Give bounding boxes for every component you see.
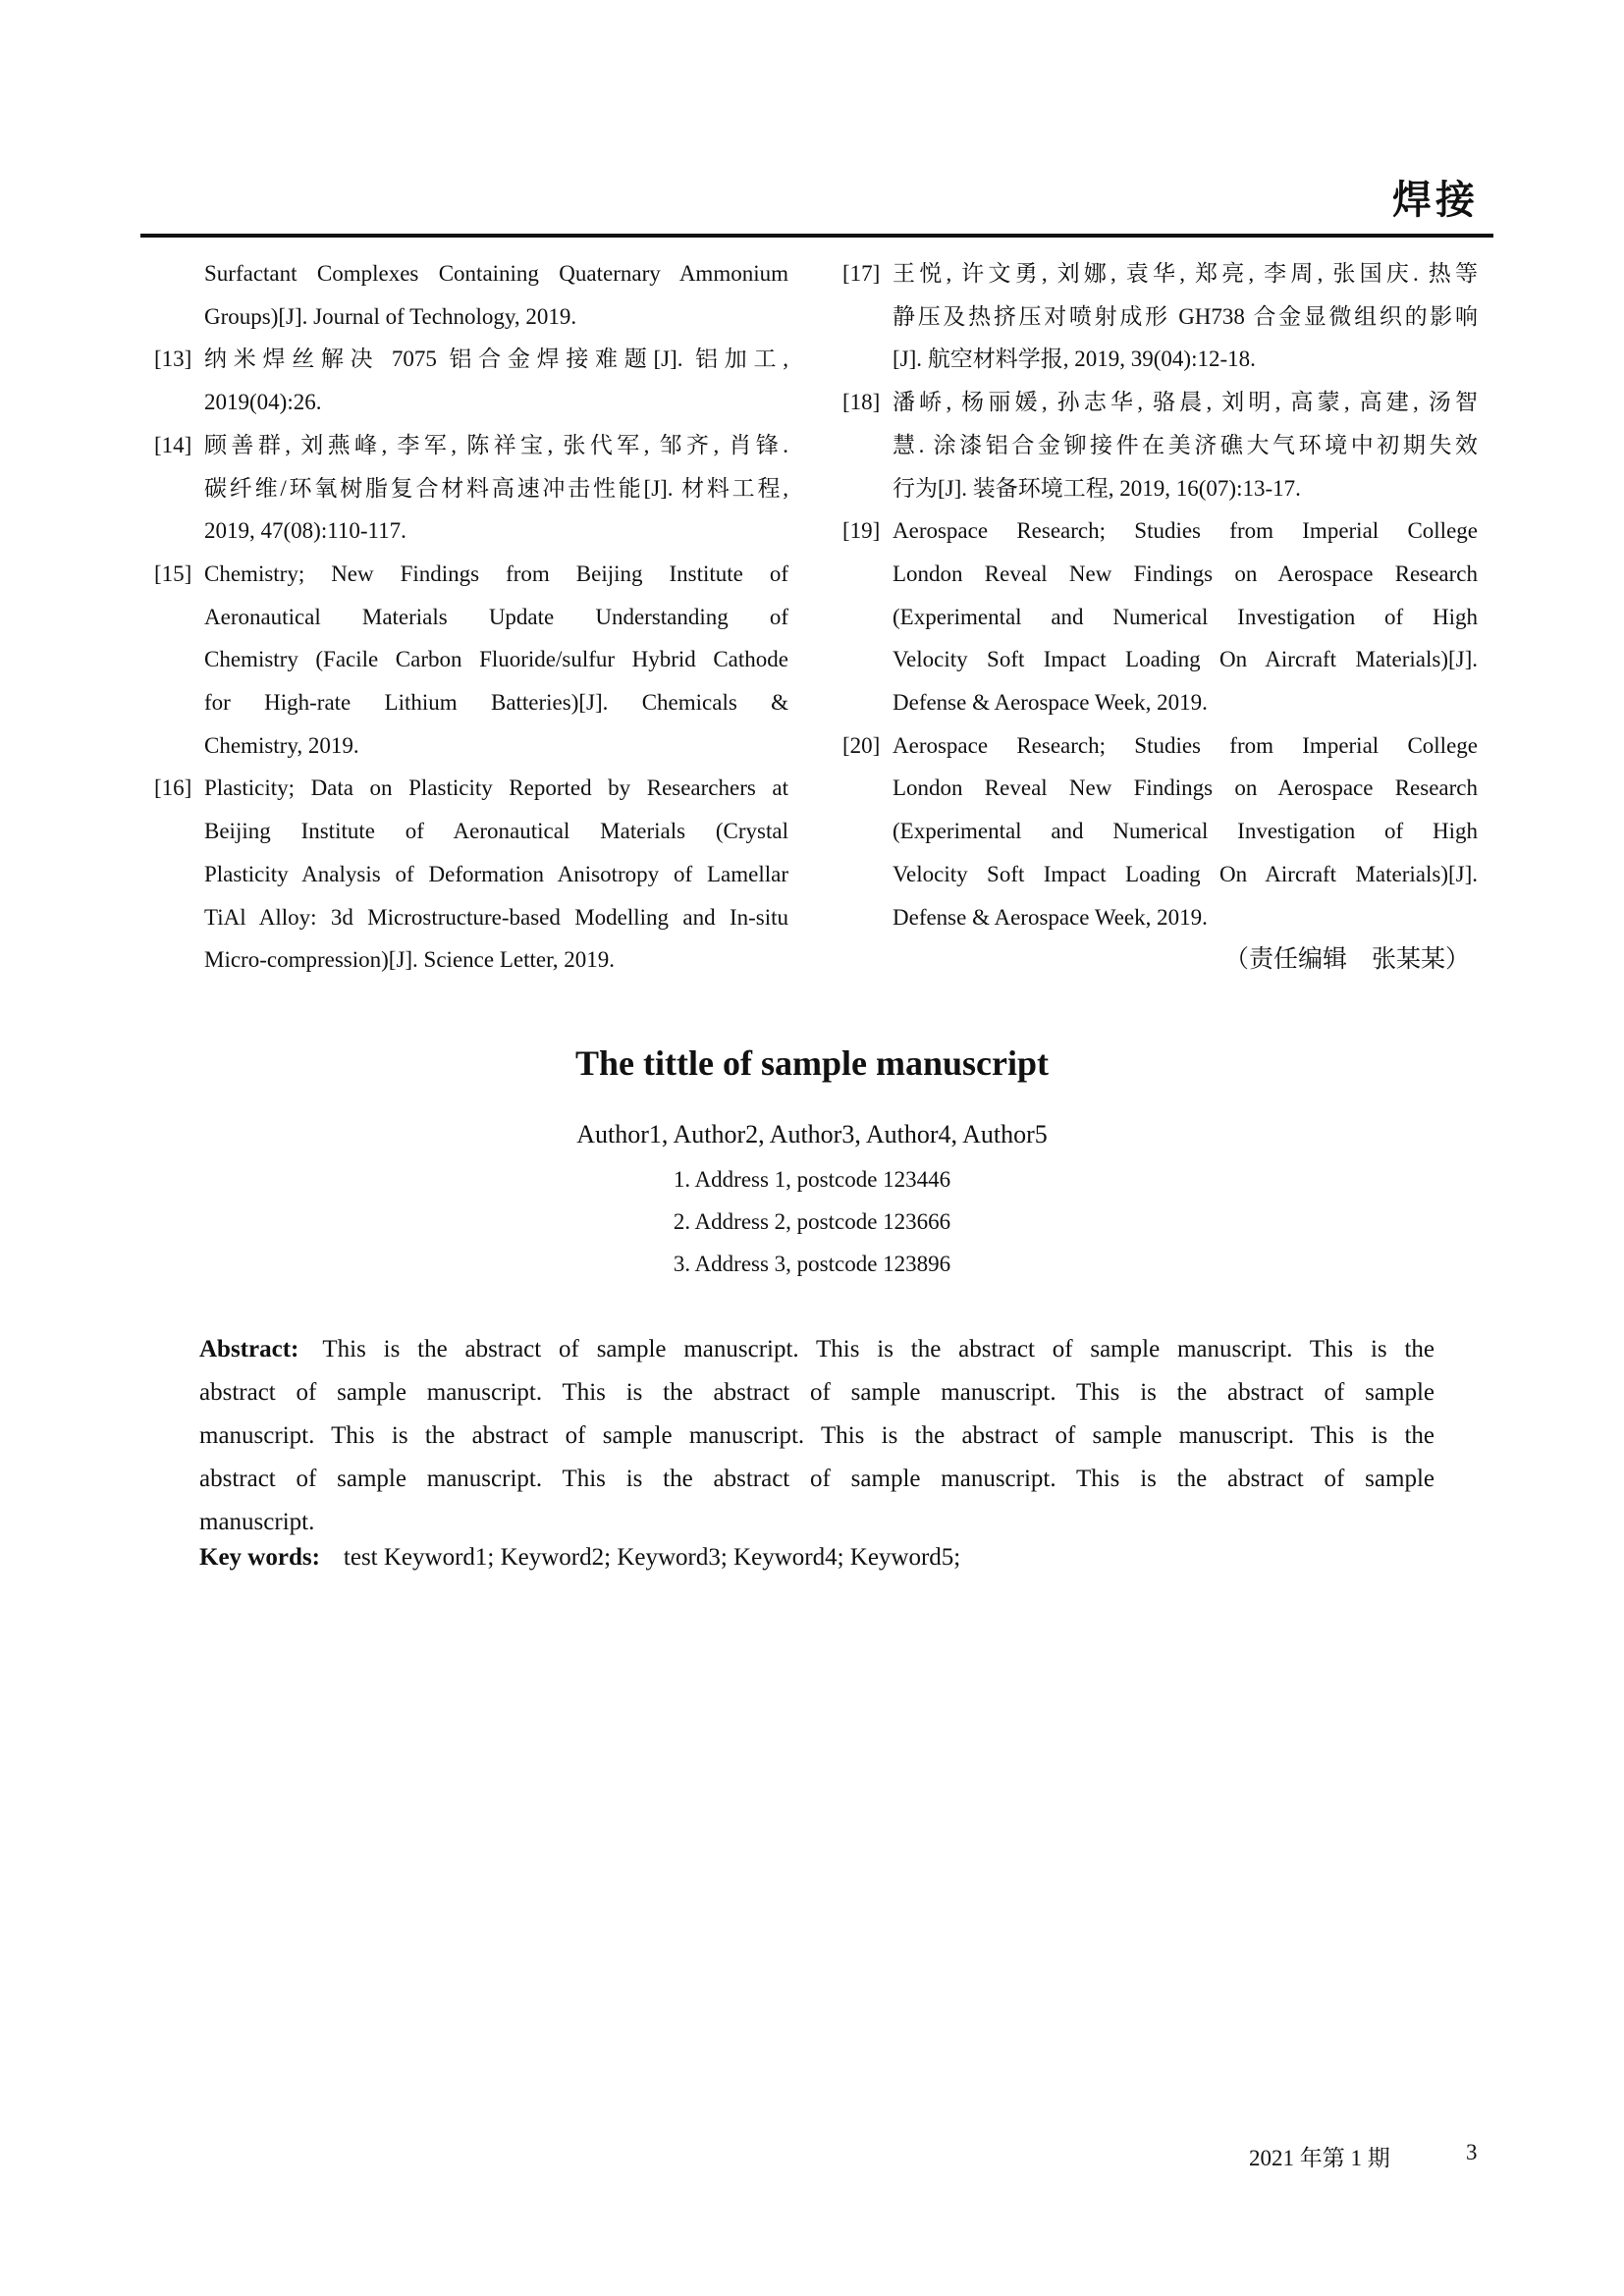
abstract-line: manuscript. xyxy=(199,1509,315,1535)
reference-item xyxy=(154,338,788,423)
reference-line: 静压及热挤压对喷射成形 GH738 合金显微组织的影响 xyxy=(893,303,1478,329)
issue-label: 2021 年第 1 期 xyxy=(1249,2146,1390,2170)
reference-line: 潘峤, 杨丽媛, 孙志华, 骆晨, 刘明, 高蒙, 高建, 汤智 xyxy=(893,390,1478,415)
reference-number: [18] xyxy=(842,390,881,415)
references-left-column xyxy=(154,252,788,982)
reference-line: London Reveal New Findings on Aerospace Research xyxy=(893,561,1478,586)
reference-line: London Reveal New Findings on Aerospace Research xyxy=(893,775,1478,801)
abstract-line: abstract of sample manuscript. This is the abstract of sample manuscript. This is the abstract of sample xyxy=(199,1466,1435,1492)
reference-item xyxy=(154,252,788,338)
abstract-label: Abstract: xyxy=(199,1336,299,1362)
abstract-line: abstract of sample manuscript. This is the abstract of sample manuscript. This is the abstract of sample xyxy=(199,1379,1435,1406)
authors: Author1, Author2, Author3, Author4, Author5 xyxy=(576,1120,1048,1148)
reference-line: 王悦, 许文勇, 刘娜, 袁华, 郑亮, 李周, 张国庆. 热等 xyxy=(893,261,1478,286)
reference-line: Velocity Soft Impact Loading On Aircraft Materials)[J]. xyxy=(893,647,1478,672)
reference-number: [19] xyxy=(842,518,881,544)
reference-line: Plasticity; Data on Plasticity Reported by Researchers at xyxy=(204,775,788,801)
reference-line: Defense & Aerospace Week, 2019. xyxy=(893,690,1208,716)
reference-number: [17] xyxy=(842,261,881,286)
reference-item xyxy=(154,424,788,553)
reference-line: Defense & Aerospace Week, 2019. xyxy=(893,904,1208,930)
reference-line: Chemistry; New Findings from Beijing Institute of xyxy=(204,561,788,586)
reference-item xyxy=(842,252,1478,381)
reference-line: TiAl Alloy: 3d Microstructure-based Modelling and In-situ xyxy=(204,904,788,930)
reference-line: Surfactant Complexes Containing Quaternary Ammonium xyxy=(204,261,788,286)
page-number: 3 xyxy=(1466,2140,1478,2164)
editor-note: （责任编辑 张某某） xyxy=(1223,946,1470,974)
abstract-line: manuscript. This is the abstract of sample manuscript. This is the abstract of sample manuscript. This is the xyxy=(199,1422,1435,1449)
reference-line: 2019, 47(08):110-117. xyxy=(204,518,406,544)
abstract xyxy=(199,1328,1435,1544)
reference-line: 行为[J]. 装备环境工程, 2019, 16(07):13-17. xyxy=(893,475,1301,501)
reference-line: Aerospace Research; Studies from Imperial College xyxy=(893,732,1478,758)
reference-number: [13] xyxy=(154,347,192,372)
address-3: 3. Address 3, postcode 123896 xyxy=(673,1252,951,1276)
reference-line: Velocity Soft Impact Loading On Aircraft Materials)[J]. xyxy=(893,861,1478,886)
manuscript-title: The tittle of sample manuscript xyxy=(575,1043,1049,1083)
reference-line: Chemistry (Facile Carbon Fluoride/sulfur Hybrid Cathode xyxy=(204,647,788,672)
reference-item xyxy=(842,724,1478,939)
header-rule xyxy=(140,234,1493,238)
reference-line: (Experimental and Numerical Investigation of High xyxy=(893,819,1478,844)
reference-line: Plasticity Analysis of Deformation Anisotropy of Lamellar xyxy=(204,861,788,886)
reference-number: [16] xyxy=(154,775,192,801)
reference-item xyxy=(842,381,1478,509)
journal-name: 焊接 xyxy=(1392,178,1479,222)
reference-line: 纳米焊丝解决 7075 铝合金焊接难题[J]. 铝加工, xyxy=(204,347,788,372)
reference-line: Micro-compression)[J]. Science Letter, 2019. xyxy=(204,947,616,973)
reference-line: 慧. 涂漆铝合金铆接件在美济礁大气环境中初期失效 xyxy=(893,432,1478,457)
reference-item xyxy=(154,767,788,982)
reference-line: [J]. 航空材料学报, 2019, 39(04):12-18. xyxy=(893,347,1256,372)
reference-line: 2019(04):26. xyxy=(204,390,322,415)
references-right-column xyxy=(842,252,1478,982)
reference-line: Aerospace Research; Studies from Imperial College xyxy=(893,518,1478,544)
reference-line: Beijing Institute of Aeronautical Materials (Crystal xyxy=(204,819,788,844)
reference-number: [20] xyxy=(842,732,881,758)
reference-line: Aeronautical Materials Update Understanding of xyxy=(204,604,788,629)
reference-number: [14] xyxy=(154,432,192,457)
abstract-line: Abstract: This is the abstract of sample manuscript. This is the abstract of sample manuscript. This is the xyxy=(199,1336,1435,1362)
reference-item xyxy=(154,553,788,768)
keywords-list: test Keyword1; Keyword2; Keyword3; Keyword4; Keyword5; xyxy=(343,1544,961,1571)
reference-line: Groups)[J]. Journal of Technology, 2019. xyxy=(204,303,577,329)
reference-item xyxy=(842,509,1478,724)
keywords xyxy=(199,1544,960,1572)
address-2: 2. Address 2, postcode 123666 xyxy=(673,1209,951,1234)
reference-line: 碳纤维/环氧树脂复合材料高速冲击性能[J]. 材料工程, xyxy=(204,475,788,501)
address-1: 1. Address 1, postcode 123446 xyxy=(673,1167,951,1192)
keywords-label: Key words: xyxy=(199,1544,320,1571)
reference-number: [15] xyxy=(154,561,192,586)
reference-line: (Experimental and Numerical Investigation of High xyxy=(893,604,1478,629)
reference-line: 顾善群, 刘燕峰, 李军, 陈祥宝, 张代军, 邹齐, 肖锋. xyxy=(204,432,788,457)
reference-line: Chemistry, 2019. xyxy=(204,732,359,758)
reference-line: for High-rate Lithium Batteries)[J]. Chemicals & xyxy=(204,690,788,716)
